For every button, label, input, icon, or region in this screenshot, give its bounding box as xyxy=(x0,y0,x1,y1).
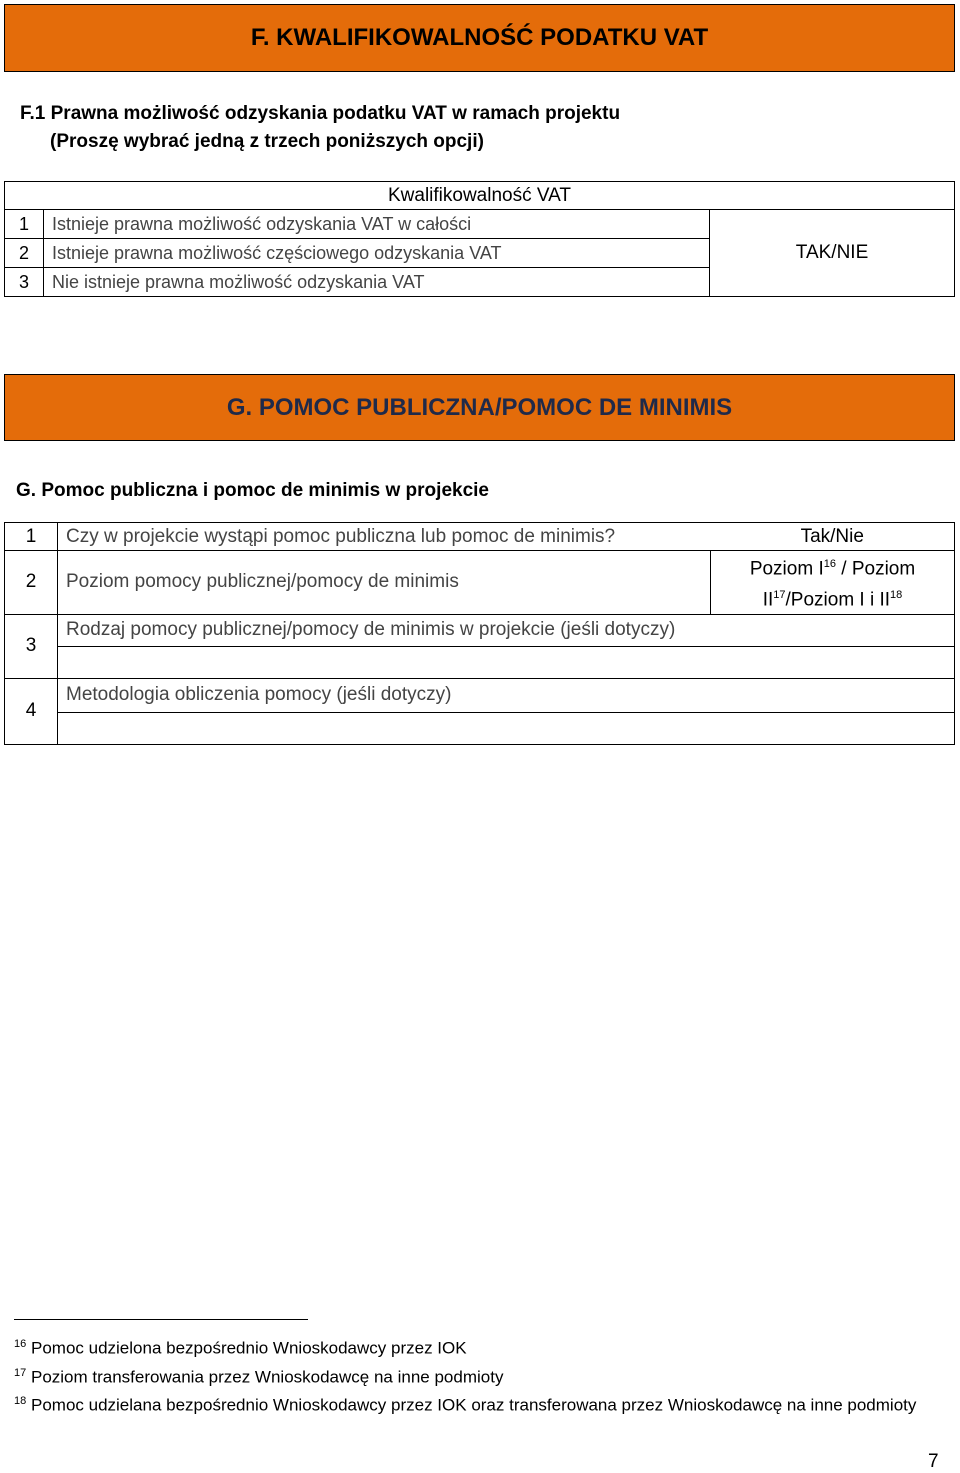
row-number: 1 xyxy=(5,210,44,239)
row-number: 2 xyxy=(5,239,44,268)
table-row xyxy=(5,210,955,239)
section-f-subheading xyxy=(20,100,620,156)
answer-part: / Poziom xyxy=(841,558,916,580)
table-row xyxy=(5,551,955,615)
footnote xyxy=(14,1361,934,1390)
footnote xyxy=(14,1332,934,1361)
aid-method-field[interactable] xyxy=(58,712,955,744)
footnote-number: 18 xyxy=(14,1395,27,1408)
footnote-text: Pomoc udzielana bezpośrednio Wnioskodawcy przez IOK oraz transferowana przez Wnioskodawcę na inne podmioty xyxy=(30,1395,917,1415)
footnote-separator xyxy=(14,1319,308,1320)
footnote-ref: 16 xyxy=(823,558,836,570)
page-number: 7 xyxy=(928,1451,939,1472)
footnotes xyxy=(14,1332,934,1418)
table-row xyxy=(5,614,955,646)
row-text: Metodologia obliczenia pomocy (jeśli dotyczy) xyxy=(58,678,955,712)
answer-part: /Poziom I i II xyxy=(785,589,891,611)
row-text: Istnieje prawna możliwość częściowego odzyskania VAT xyxy=(44,239,710,268)
aid-answer-1[interactable]: Tak/Nie xyxy=(711,523,955,551)
footnote-ref: 18 xyxy=(890,589,903,602)
answer-part: II xyxy=(762,589,774,611)
subheading-line-1: F.1 Prawna możliwość odzyskania podatku VAT w ramach projektu xyxy=(20,103,621,124)
footnote-text: Poziom transferowania przez Wnioskodawcę na inne podmioty xyxy=(30,1367,504,1387)
section-f-title: F. KWALIFIKOWALNOŚĆ PODATKU VAT xyxy=(250,24,709,51)
footnote-ref: 17 xyxy=(773,589,786,602)
row-text: Istnieje prawna możliwość odzyskania VAT w całości xyxy=(44,210,710,239)
row-number: 4 xyxy=(5,678,58,744)
row-text: Nie istnieje prawna możliwość odzyskania VAT xyxy=(44,268,710,297)
row-number: 3 xyxy=(5,614,58,678)
row-number: 2 xyxy=(5,551,58,615)
table-row xyxy=(5,678,955,712)
section-g-title: G. POMOC PUBLICZNA/POMOC DE MINIMIS xyxy=(226,393,733,421)
row-text: Rodzaj pomocy publicznej/pomocy de minimis w projekcie (jeśli dotyczy) xyxy=(58,614,955,646)
aid-level-answer[interactable] xyxy=(711,551,955,615)
vat-table xyxy=(4,181,955,297)
aid-type-field[interactable] xyxy=(58,646,955,678)
aid-table xyxy=(4,522,955,745)
row-number: 1 xyxy=(5,523,58,551)
footnote xyxy=(14,1389,934,1418)
vat-table-header: Kwalifikowalność VAT xyxy=(5,182,955,210)
answer-part: Poziom I xyxy=(749,558,824,580)
subheading-line-2: (Proszę wybrać jedną z trzech poniższych opcji) xyxy=(50,131,484,152)
footnote-number: 16 xyxy=(14,1338,27,1350)
footnote-text: Pomoc udzielona bezpośrednio Wnioskodawcy przez IOK xyxy=(30,1338,467,1358)
row-text: Czy w projekcie wystąpi pomoc publiczna lub pomoc de minimis? xyxy=(58,523,711,551)
table-row xyxy=(5,523,955,551)
section-g-banner xyxy=(4,374,955,441)
row-text: Poziom pomocy publicznej/pomocy de minimis xyxy=(58,551,711,615)
section-f-banner xyxy=(4,4,955,72)
footnote-number: 17 xyxy=(14,1366,27,1379)
section-g-subheading: G. Pomoc publiczna i pomoc de minimis w projekcie xyxy=(16,480,489,501)
row-number: 3 xyxy=(5,268,44,297)
vat-answer-field[interactable]: TAK/NIE xyxy=(710,210,955,297)
